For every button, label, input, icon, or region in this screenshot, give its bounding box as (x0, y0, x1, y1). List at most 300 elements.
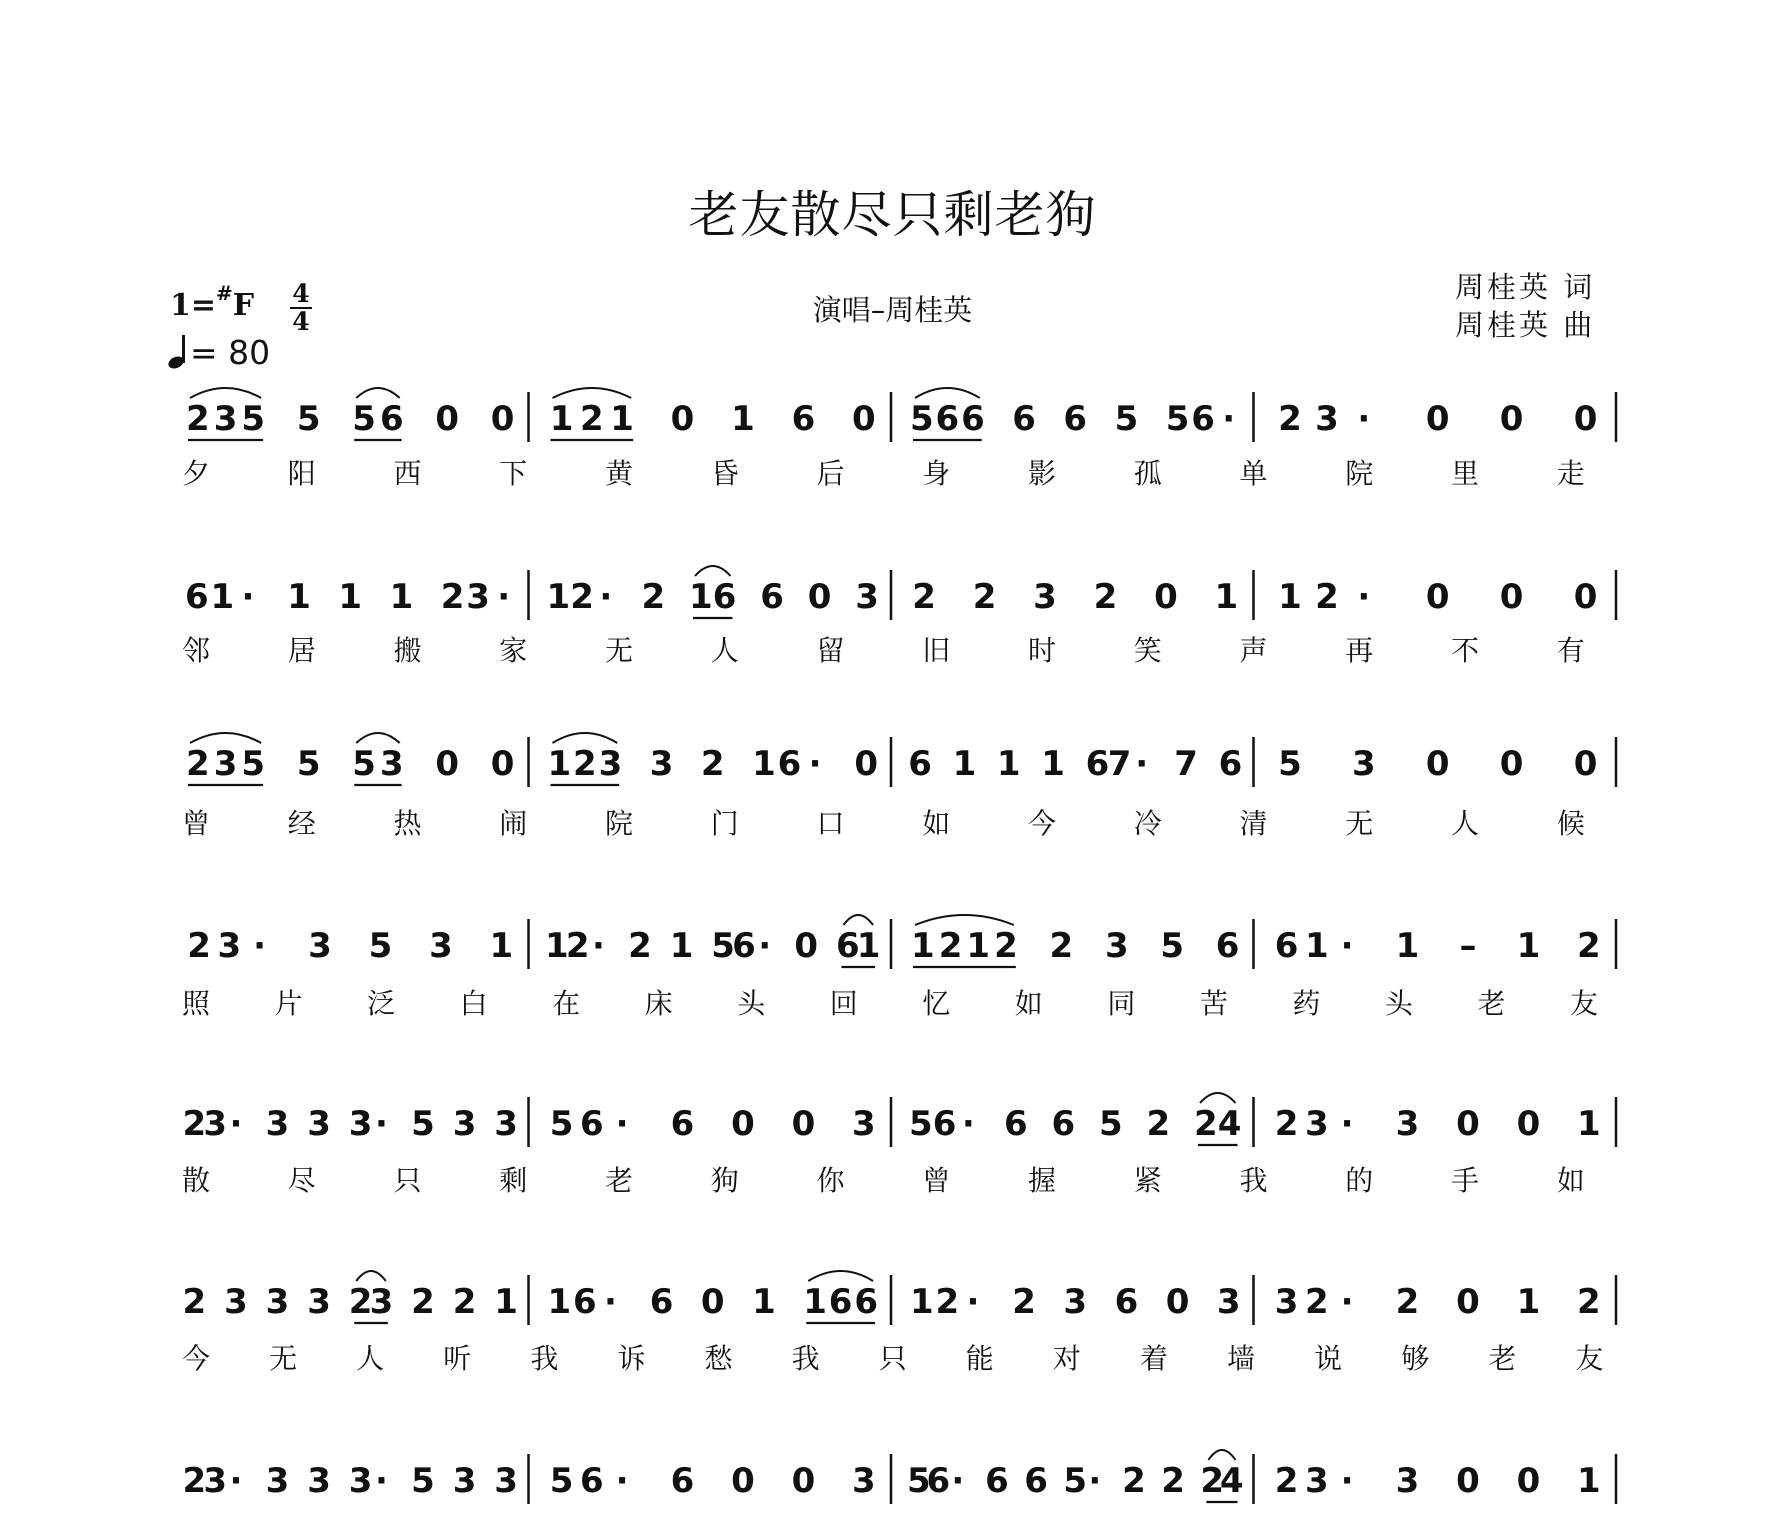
lyric-char: 头 (737, 987, 766, 1020)
lyric-char: 墙 (1227, 1342, 1256, 1375)
lyric-char: 人 (1451, 807, 1480, 840)
note: 3 (203, 1104, 228, 1144)
note: · (599, 577, 613, 617)
note: 0 (794, 926, 819, 966)
note: · (591, 926, 605, 966)
notation-system (182, 1271, 1616, 1375)
lyric-char: 如 (1014, 987, 1043, 1020)
composer-credit: 周桂英 曲 (1455, 308, 1596, 342)
note: 0 (1499, 577, 1524, 617)
note: 7 (1174, 744, 1198, 784)
note: 6 (926, 1461, 951, 1501)
note: 2 (700, 744, 725, 784)
note: 3 (213, 744, 238, 784)
notation-system (182, 388, 1616, 490)
note: 6 (580, 1461, 604, 1501)
lyric-char: 曾 (182, 807, 211, 840)
note: · (374, 1461, 388, 1501)
note: 2 (570, 577, 594, 617)
notation-system (182, 1093, 1616, 1197)
lyric-char: 如 (1556, 1164, 1585, 1197)
note: 0 (1573, 577, 1598, 617)
note: 6 (670, 1104, 695, 1144)
note: 5 (549, 1461, 574, 1501)
notation-system (182, 566, 1616, 667)
note: 0 (1516, 1104, 1541, 1144)
note: 5 (352, 399, 376, 439)
lyric-char: 片 (274, 987, 303, 1020)
note: 6 (1024, 1461, 1048, 1501)
lyric-char: 身 (922, 457, 951, 490)
note: 0 (791, 1461, 816, 1501)
note: 1 (1041, 744, 1065, 784)
lyric-char: 搬 (393, 634, 422, 667)
note: · (1088, 1461, 1102, 1501)
lyric-char: 孤 (1133, 457, 1162, 490)
note: 2 (1122, 1461, 1146, 1501)
note: 2 (565, 926, 590, 966)
lyric-char: 老 (1488, 1342, 1517, 1375)
note: 6 (732, 926, 756, 966)
note: · (1222, 399, 1236, 439)
lyric-char: 笑 (1133, 634, 1162, 667)
note: · (1340, 926, 1354, 966)
note: 3 (1063, 1282, 1088, 1322)
note: 2 (628, 926, 652, 966)
note: 2 (187, 926, 211, 966)
note: 2 (1278, 399, 1302, 439)
note: 5 (1099, 1104, 1123, 1144)
note: 6 (777, 744, 802, 784)
note: 2 (912, 577, 936, 617)
note: 6 (1063, 399, 1088, 439)
note: 6 (932, 1104, 957, 1144)
key-signature: 1=#F (170, 281, 255, 323)
note: 1 (338, 577, 363, 617)
note: 1 (610, 399, 634, 439)
lyric-char: 热 (393, 807, 422, 840)
note: 2 (935, 1282, 960, 1322)
note: 5 (906, 1461, 931, 1501)
note: 2 (182, 1461, 207, 1501)
note: 6 (1051, 1104, 1076, 1144)
note: 2 (573, 744, 597, 784)
note: 0 (1425, 577, 1450, 617)
lyric-char: 后 (816, 457, 845, 490)
lyric-char: 走 (1556, 457, 1585, 490)
note: 1 (966, 926, 991, 966)
note: 1 (389, 577, 414, 617)
note: 2 (938, 926, 963, 966)
note: 3 (307, 1282, 331, 1322)
note: 0 (854, 744, 879, 784)
note: 1 (689, 577, 713, 617)
note: 3 (369, 1282, 394, 1322)
lyric-char: 口 (816, 807, 845, 840)
lyric-char: 西 (393, 457, 422, 490)
note: 5 (909, 1104, 933, 1144)
note: 1 (494, 1282, 518, 1322)
note: 1 (1395, 926, 1420, 966)
note: · (966, 1282, 980, 1322)
note: 6 (760, 577, 784, 617)
note: 6 (1218, 744, 1243, 784)
note: 0 (435, 744, 460, 784)
lyric-char: 里 (1451, 457, 1480, 490)
note: 6 (1191, 399, 1215, 439)
slur (915, 388, 980, 398)
lyric-char: 老 (605, 1164, 634, 1197)
note: 2 (452, 1282, 477, 1322)
slur (553, 733, 618, 743)
slur (808, 1271, 873, 1281)
lyric-char: 冷 (1133, 807, 1162, 840)
note: 6 (379, 399, 404, 439)
note: 3 (1216, 1282, 1241, 1322)
note: · (615, 1461, 629, 1501)
note: 0 (731, 1104, 755, 1144)
note: 6 (184, 577, 209, 617)
note: 5 (241, 744, 266, 784)
notation-system (182, 915, 1616, 1020)
note: 0 (1456, 1104, 1480, 1144)
lyric-char: 如 (922, 807, 951, 840)
note: 3 (217, 926, 242, 966)
lyric-char: 闹 (499, 807, 528, 840)
lyric-char: 时 (1028, 634, 1057, 667)
note: 1 (731, 399, 755, 439)
note: 0 (852, 399, 876, 439)
note: 1 (752, 1282, 776, 1322)
note: 3 (452, 1104, 477, 1144)
slur (356, 733, 399, 743)
lyric-char: 友 (1569, 987, 1598, 1020)
note: · (1357, 577, 1371, 617)
note: 6 (1012, 399, 1036, 439)
lyric-char: 无 (605, 634, 634, 667)
lyric-char: 家 (499, 634, 528, 667)
note: 0 (1425, 744, 1450, 784)
lyric-char: 尽 (287, 1164, 316, 1197)
note: 3 (855, 577, 879, 617)
note: 2 (182, 1104, 207, 1144)
note: 1 (1278, 577, 1302, 617)
note: 3 (852, 1104, 876, 1144)
lyric-char: 邻 (182, 634, 211, 667)
note: 3 (494, 1461, 518, 1501)
lyric-char: 的 (1345, 1164, 1374, 1197)
lyric-char: 我 (530, 1342, 559, 1375)
note: 2 (1274, 1461, 1299, 1501)
note: · (615, 1104, 629, 1144)
lyric-char: 无 (1345, 807, 1374, 840)
lyric-char: 老 (1477, 987, 1506, 1020)
note: 3 (429, 926, 453, 966)
song-title: 老友散尽只剩老狗 (688, 186, 1097, 244)
slur (695, 566, 731, 576)
note: 2 (994, 926, 1018, 966)
note: 6 (828, 1282, 853, 1322)
note: 3 (452, 1461, 477, 1501)
lyric-char: 居 (287, 634, 316, 667)
lyric-char: 今 (182, 1342, 211, 1375)
note: 6 (1004, 1104, 1028, 1144)
note: 6 (573, 1282, 597, 1322)
note: 3 (213, 399, 238, 439)
lyric-char: 无 (269, 1342, 298, 1375)
note: · (1135, 744, 1149, 784)
lyric-char: 昏 (710, 457, 739, 490)
note: 3 (1305, 1461, 1329, 1501)
lyric-char: 诉 (617, 1342, 646, 1375)
note: 1 (952, 744, 977, 784)
note: · (758, 926, 772, 966)
note: 5 (296, 744, 321, 784)
lyric-char: 清 (1239, 807, 1268, 840)
note: 1 (1516, 1282, 1541, 1322)
note: 6 (835, 926, 860, 966)
note: 0 (670, 399, 695, 439)
note: 5 (411, 1104, 435, 1144)
lyric-char: 忆 (922, 987, 951, 1020)
note: 2 (1200, 1461, 1224, 1501)
lyric-char: 院 (1345, 457, 1374, 490)
tempo-marking: = 80 (168, 333, 270, 372)
lyric-char: 着 (1139, 1342, 1168, 1375)
lyric-char: 今 (1028, 807, 1057, 840)
note: · (374, 1104, 388, 1144)
note: 6 (580, 1104, 604, 1144)
note: 0 (731, 1461, 755, 1501)
lyric-char: 说 (1314, 1342, 1343, 1375)
note: 3 (265, 1282, 290, 1322)
note: 0 (1456, 1282, 1480, 1322)
note: 6 (854, 1282, 879, 1322)
note: 3 (1395, 1461, 1420, 1501)
note: · (1340, 1104, 1354, 1144)
note: 2 (1049, 926, 1074, 966)
note: 0 (490, 399, 515, 439)
note: · (961, 1104, 975, 1144)
note: 3 (852, 1461, 876, 1501)
lyric-char: 回 (829, 987, 858, 1020)
lyric-char: 同 (1107, 987, 1136, 1020)
slur (915, 915, 1014, 925)
note: 0 (435, 399, 460, 439)
note: · (1340, 1461, 1354, 1501)
note: – (1459, 926, 1477, 966)
note: 6 (670, 1461, 695, 1501)
note: 1 (669, 926, 694, 966)
lyric-char: 夕 (182, 457, 211, 490)
slur (356, 1271, 386, 1281)
note: 3 (1305, 1104, 1329, 1144)
note: 3 (265, 1104, 290, 1144)
note: 0 (1456, 1461, 1480, 1501)
note: 0 (1165, 1282, 1190, 1322)
note: 1 (547, 744, 572, 784)
note: 1 (911, 926, 935, 966)
note: 3 (1104, 926, 1129, 966)
note: 2 (182, 1282, 207, 1322)
note: 2 (641, 577, 666, 617)
lyric-char: 手 (1451, 1164, 1480, 1197)
note: 6 (1114, 1282, 1139, 1322)
note: 1 (546, 577, 571, 617)
slur (190, 733, 261, 743)
note: 1 (549, 399, 574, 439)
lyric-char: 我 (791, 1342, 820, 1375)
lyric-char: 散 (182, 1164, 211, 1197)
lyric-char: 门 (710, 807, 739, 840)
lyricist-credit: 周桂英 词 (1455, 270, 1596, 304)
note: 3 (224, 1282, 248, 1322)
note: 3 (649, 744, 674, 784)
lyric-char: 声 (1239, 634, 1268, 667)
note: 1 (1577, 1461, 1601, 1501)
note: 3 (598, 744, 623, 784)
note: · (1357, 399, 1371, 439)
note: 3 (466, 577, 490, 617)
lyric-char: 听 (443, 1342, 472, 1375)
note: 1 (1516, 926, 1541, 966)
note: 5 (368, 926, 393, 966)
lyric-char: 够 (1401, 1342, 1430, 1375)
note: 5 (1160, 926, 1185, 966)
lyric-char: 友 (1575, 1342, 1604, 1375)
note: 2 (440, 577, 465, 617)
lyric-char: 紧 (1133, 1164, 1162, 1197)
lyric-char: 床 (644, 987, 673, 1020)
lyric-char: 候 (1556, 807, 1585, 840)
note: 2 (972, 577, 997, 617)
note: 2 (348, 1282, 373, 1322)
lyric-char: 经 (287, 807, 316, 840)
slur (190, 388, 261, 398)
note: 2 (1395, 1282, 1420, 1322)
note: 3 (379, 744, 404, 784)
slur (553, 388, 632, 398)
note: 3 (307, 1104, 331, 1144)
lyric-char: 握 (1028, 1164, 1057, 1197)
lyric-char: 不 (1451, 634, 1480, 667)
note: 0 (1573, 744, 1598, 784)
lyric-char: 人 (356, 1342, 385, 1375)
note: 5 (1278, 744, 1302, 784)
lyric-char: 阳 (287, 457, 316, 490)
note: 1 (287, 577, 311, 617)
note: 6 (712, 577, 737, 617)
slur (1200, 1093, 1236, 1103)
note: 2 (1274, 1104, 1299, 1144)
note: 5 (352, 744, 376, 784)
note: 1 (996, 744, 1021, 784)
note: · (229, 1104, 243, 1144)
note: 3 (308, 926, 332, 966)
note: 0 (791, 1104, 816, 1144)
note: 2 (1012, 1282, 1036, 1322)
lyric-char: 剩 (499, 1164, 528, 1197)
note: 2 (1146, 1104, 1171, 1144)
lyric-char: 你 (816, 1164, 845, 1197)
lyric-char: 有 (1556, 634, 1585, 667)
lyric-char: 旧 (922, 634, 951, 667)
singer-credit: 演唱–周桂英 (812, 293, 973, 327)
slur (356, 388, 399, 398)
note: 2 (186, 744, 210, 784)
note: · (241, 577, 255, 617)
slur (1208, 1450, 1235, 1460)
lyric-char: 对 (1052, 1342, 1081, 1375)
lyric-char: 愁 (704, 1342, 733, 1375)
lyric-char: 下 (499, 457, 528, 490)
note: · (603, 1282, 617, 1322)
note: 5 (296, 399, 321, 439)
lyric-char: 单 (1239, 457, 1268, 490)
note: 2 (1194, 1104, 1218, 1144)
lyric-char: 院 (605, 807, 634, 840)
note: 1 (1214, 577, 1239, 617)
lyric-char: 头 (1384, 987, 1413, 1020)
note: · (253, 926, 267, 966)
note: 0 (1154, 577, 1178, 617)
lyric-char: 苦 (1199, 987, 1228, 1020)
note: 2 (186, 399, 210, 439)
note: · (951, 1461, 965, 1501)
note: 0 (807, 577, 832, 617)
note: 4 (1219, 1461, 1244, 1501)
note: 3 (203, 1461, 228, 1501)
note: · (1340, 1282, 1354, 1322)
note: 6 (1215, 926, 1240, 966)
notation-system (182, 733, 1616, 840)
note: 3 (307, 1461, 331, 1501)
note: 5 (909, 399, 934, 439)
note: 3 (1395, 1104, 1420, 1144)
note: 0 (1425, 399, 1450, 439)
note: 3 (265, 1461, 290, 1501)
lyric-char: 曾 (922, 1164, 951, 1197)
lyric-char: 影 (1028, 457, 1057, 490)
note: 6 (985, 1461, 1009, 1501)
note: · (497, 577, 511, 617)
note: 1 (489, 926, 514, 966)
note: 3 (1033, 577, 1057, 617)
note: 2 (580, 399, 604, 439)
note: 7 (1107, 744, 1132, 784)
note: 6 (908, 744, 932, 784)
note: 1 (909, 1282, 934, 1322)
note: 3 (1315, 399, 1339, 439)
note: 2 (1305, 1282, 1329, 1322)
lyric-char: 黄 (605, 457, 634, 490)
lyric-char: 白 (459, 987, 488, 1020)
note: 0 (700, 1282, 725, 1322)
lyric-char: 只 (878, 1342, 907, 1375)
note: 5 (1063, 1461, 1088, 1501)
lyric-char: 人 (710, 634, 739, 667)
note: 2 (1161, 1461, 1185, 1501)
note: 5 (711, 926, 735, 966)
note: 6 (649, 1282, 674, 1322)
lyric-char: 再 (1345, 634, 1374, 667)
note: 1 (856, 926, 881, 966)
note: 2 (1315, 577, 1339, 617)
time-signature: 4 4 (290, 282, 312, 334)
lyric-char: 能 (965, 1342, 994, 1375)
note: 5 (1165, 399, 1190, 439)
note: 1 (1577, 1104, 1601, 1144)
